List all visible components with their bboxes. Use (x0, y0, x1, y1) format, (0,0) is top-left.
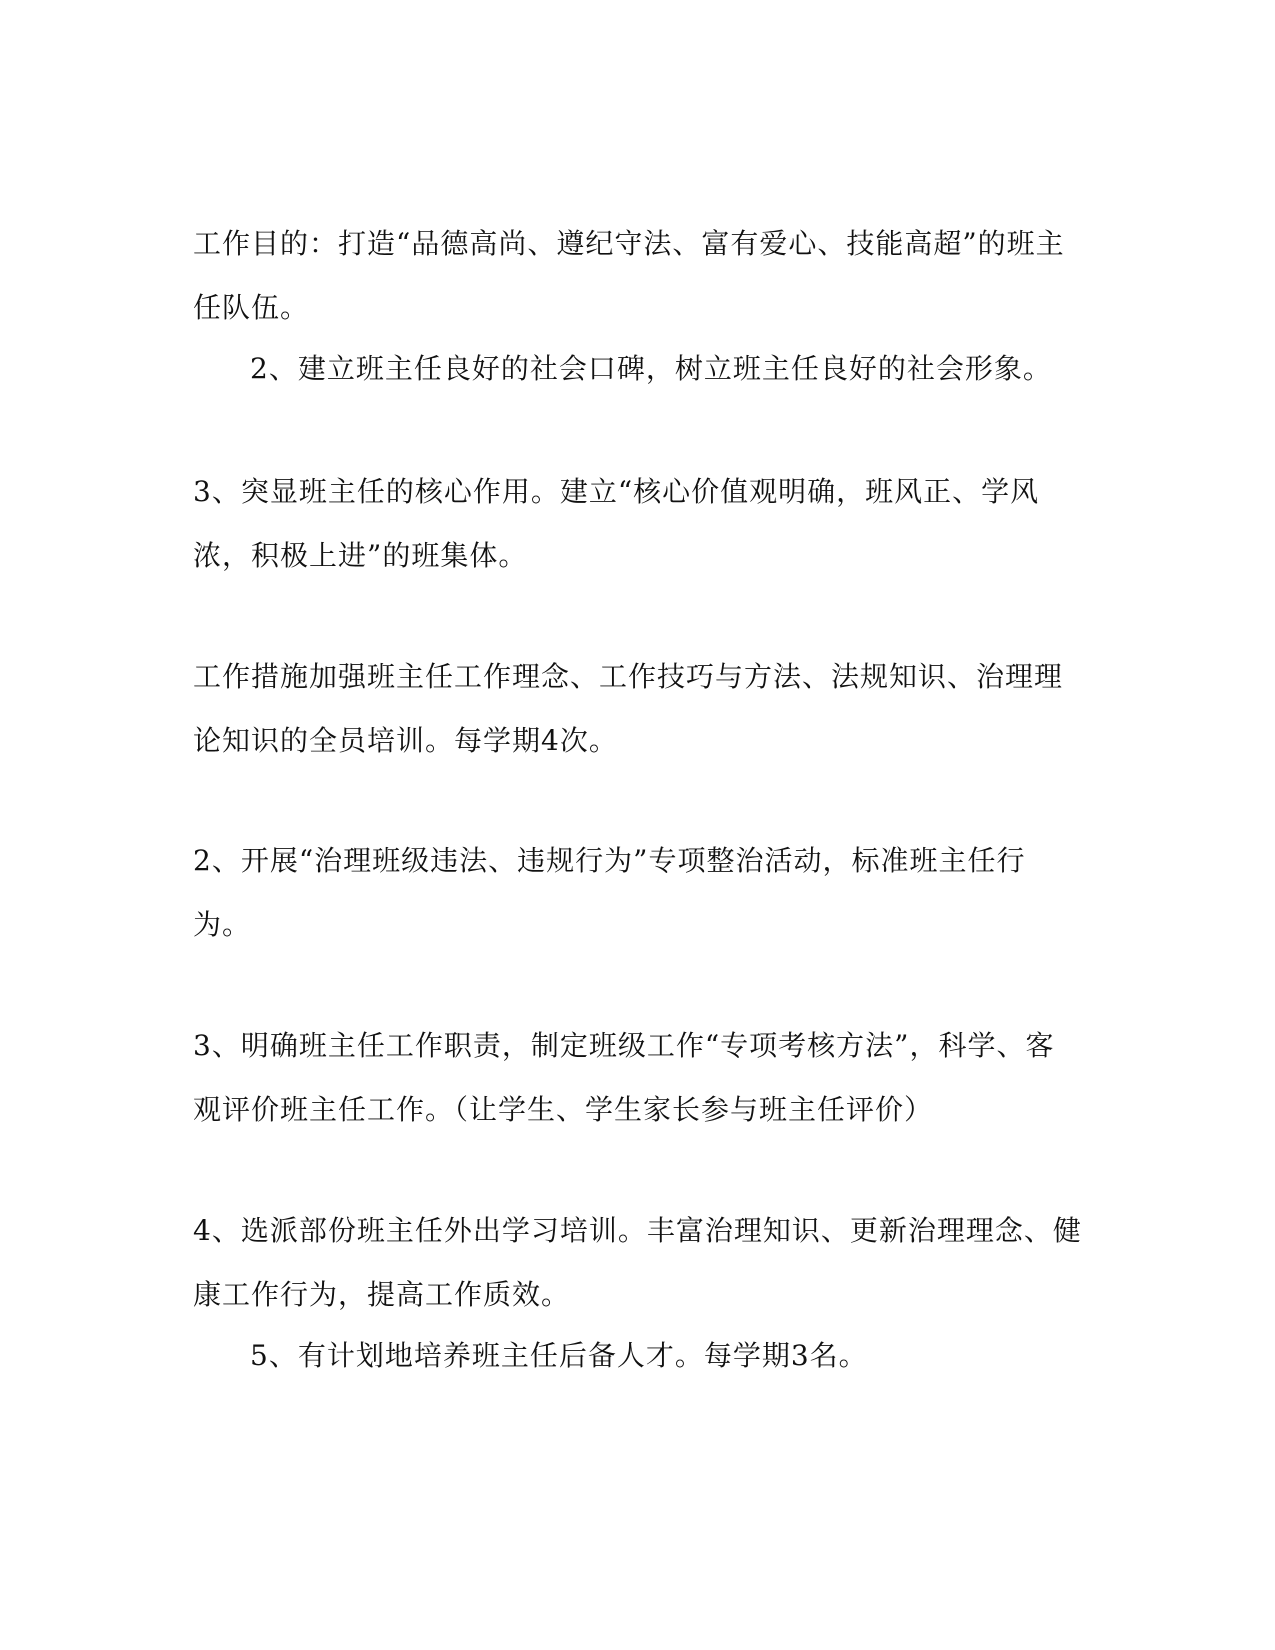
paragraph-goal-2: 2、建立班主任良好的社会口碑，树立班主任良好的社会形象。 (250, 352, 1052, 385)
paragraph-work-measures: 工作措施加强班主任工作理念、工作技巧与方法、法规知识、治理理论知识的全员培训。每学期4次。 (193, 660, 1064, 757)
paragraph-measure-2: 2、开展“治理班级违法、违规行为”专项整治活动，标准班主任行为。 (193, 844, 1026, 941)
paragraph-work-goal: 工作目的：打造“品德高尚、遵纪守法、富有爱心、技能高超”的班主任队伍。 (193, 227, 1065, 324)
paragraph-measure-4: 4、选派部份班主任外出学习培训。丰富治理知识、更新治理理念、健康工作行为，提高工作质效。 (193, 1214, 1082, 1311)
paragraph-measure-3: 3、明确班主任工作职责，制定班级工作“专项考核方法”，科学、客观评价班主任工作。（让学生、学生家长参与班主任评价） (193, 1029, 1055, 1126)
paragraph-measure-5: 5、有计划地培养班主任后备人才。每学期3名。 (250, 1339, 868, 1372)
paragraph-goal-3: 3、突显班主任的核心作用。建立“核心价值观明确，班风正、学风浓，积极上进”的班集体。 (193, 475, 1040, 572)
